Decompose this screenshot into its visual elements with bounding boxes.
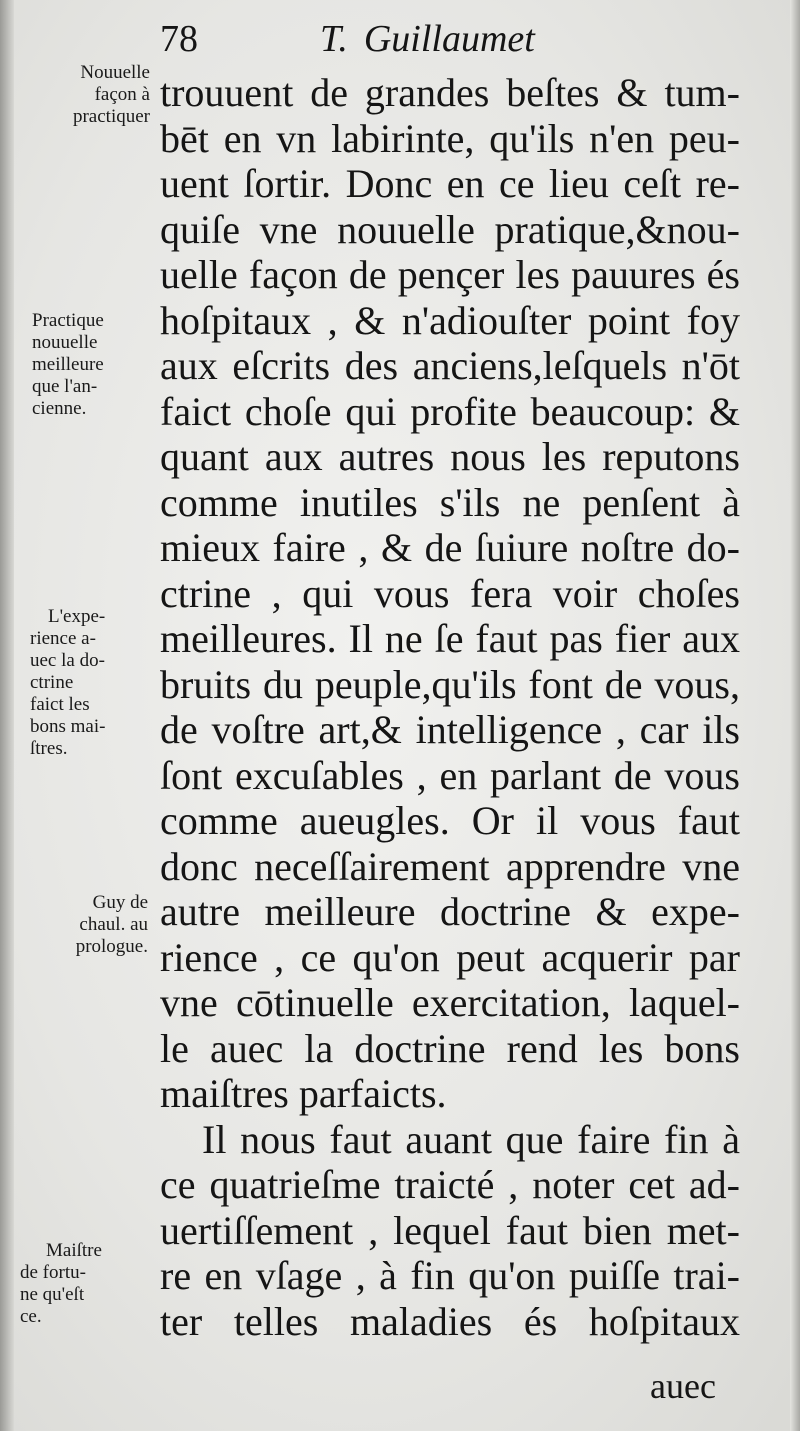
page-right-edge-shadow <box>790 0 800 1431</box>
body-line: quiſe vne nouuelle pratique,&nou- <box>160 206 740 252</box>
running-head <box>320 14 535 64</box>
body-line: aux eſcrits des anciens,leſquels n'ōt <box>160 343 740 388</box>
margin-note-line: cienne. <box>32 398 87 419</box>
body-line: comme inutiles s'ils ne penſent à <box>160 479 740 525</box>
page-number: 78 <box>160 18 198 60</box>
body-line: hoſpitaux , & n'adiouſter point foy <box>160 297 740 343</box>
running-head-initial: T. <box>320 18 348 60</box>
running-head-author: Guillaumet <box>363 18 535 60</box>
body-line: ctrine , qui vous fera voir choſes <box>160 570 740 616</box>
margin-note-practique-nouvelle <box>32 310 152 420</box>
body-line: rience , ce qu'on peut acquerir par <box>160 934 740 980</box>
margin-note-nouvelle-facon <box>20 62 150 128</box>
margin-note-line: ne qu'eſt <box>20 1284 85 1305</box>
page-left-edge-shadow <box>0 0 14 1431</box>
body-line: le auec la doctrine rend les bons <box>160 1025 740 1071</box>
margin-note-line: que l'an- <box>32 376 98 397</box>
body-line: vne cōtinuelle exercitation, laquel- <box>160 980 740 1025</box>
body-line: ter telles maladies és hoſpitaux <box>160 1298 740 1344</box>
margin-note-guy-de-chauliac <box>20 892 148 958</box>
margin-note-line: Nouuelle <box>80 62 150 83</box>
margin-note-line: de fortu- <box>20 1262 86 1283</box>
margin-note-line: faict les <box>30 694 90 715</box>
body-line: re en vſage , à fin qu'on puiſſe trai- <box>160 1253 740 1298</box>
margin-note-line: meilleure <box>32 354 104 375</box>
body-line: bruits du peuple,qu'ils font de vous, <box>160 661 740 707</box>
body-line: ce quatrieſme traicté , noter cet ad- <box>160 1162 740 1207</box>
body-text <box>160 70 740 1344</box>
body-line: uent ſortir. Donc en ce lieu ceſt re- <box>160 161 740 206</box>
margin-note-line: ce. <box>20 1306 42 1327</box>
body-line: de voſtre art,& intelligence , car ils <box>160 707 740 752</box>
margin-note-line: rience a- <box>30 628 96 649</box>
body-line: mieux faire , & de ſuiure noſtre do- <box>160 525 740 570</box>
catchword: auec <box>650 1366 716 1406</box>
margin-note-line: practiquer <box>72 106 150 127</box>
margin-note-line: ctrine <box>30 672 74 693</box>
margin-note-line: ſtres. <box>30 738 68 759</box>
body-line: donc neceſſairement apprendre vne <box>160 843 740 889</box>
margin-note-line: L'expe- <box>48 606 106 627</box>
body-line: trouuent de grandes beſtes & tum- <box>160 70 740 115</box>
margin-note-line: prologue. <box>75 936 148 957</box>
body-line: uertiſſement , lequel faut bien met- <box>160 1207 740 1253</box>
margin-note-line: uec la do- <box>30 650 105 671</box>
body-line: uelle façon de pençer les pauures és <box>160 252 740 297</box>
body-line: autre meilleure doctrine & expe- <box>160 889 740 934</box>
body-line: quant aux autres nous les reputons <box>160 434 740 479</box>
body-line: bēt en vn labirinte, qu'ils n'en peu- <box>160 115 740 161</box>
margin-note-line: Practique <box>32 310 104 331</box>
paragraph-end-line: maiſtres parfaicts. <box>160 1071 447 1116</box>
margin-note-line: nouuelle <box>32 332 98 353</box>
body-line: comme aueugles. Or il vous faut <box>160 798 740 843</box>
body-line: faict choſe qui profite beaucoup: & <box>160 388 740 434</box>
page-header <box>160 14 580 64</box>
margin-note-line: Maiſtre <box>46 1240 102 1261</box>
margin-note-maistre-de-fortune <box>20 1240 145 1328</box>
margin-note-line: façon à <box>94 84 150 105</box>
margin-note-experience <box>30 606 150 760</box>
paragraph-start-line: Il nous faut auant que faire fin à <box>202 1116 740 1162</box>
body-line: meilleures. Il ne ſe faut pas fier aux <box>160 616 740 661</box>
margin-note-line: bons mai- <box>30 716 106 737</box>
margin-note-line: chaul. au <box>79 914 148 935</box>
body-line: ſont excuſables , en parlant de vous <box>160 752 740 798</box>
margin-note-line: Guy de <box>92 892 148 913</box>
